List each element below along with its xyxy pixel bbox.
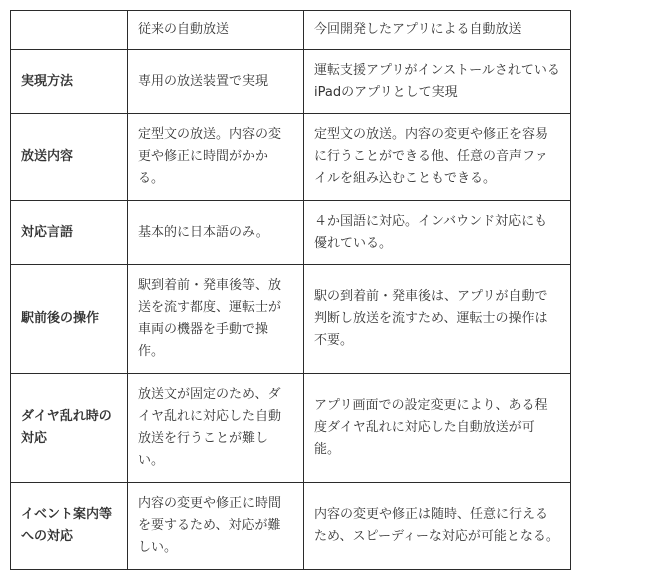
cell-traditional: 専用の放送装置で実現 <box>128 50 304 114</box>
table-row <box>11 265 571 374</box>
cell-new-app: 運転支援アプリがインストールされているiPadのアプリとして実現 <box>304 50 571 114</box>
table-row <box>11 483 571 570</box>
table-row <box>11 114 571 201</box>
cell-new-app: 定型文の放送。内容の変更や修正を容易に行うことができる他、任意の音声ファイルを組み込むこともできる。 <box>304 114 571 201</box>
table-row <box>11 201 571 265</box>
row-label: イベント案内等への対応 <box>11 483 128 570</box>
row-label: 実現方法 <box>11 50 128 114</box>
cell-traditional: 基本的に日本語のみ。 <box>128 201 304 265</box>
row-label: 駅前後の操作 <box>11 265 128 374</box>
row-label: 対応言語 <box>11 201 128 265</box>
header-new-app: 今回開発したアプリによる自動放送 <box>304 11 571 50</box>
comparison-table <box>10 10 571 570</box>
cell-traditional: 放送文が固定のため、ダイヤ乱れに対応した自動放送を行うことが難しい。 <box>128 374 304 483</box>
row-label: ダイヤ乱れ時の対応 <box>11 374 128 483</box>
cell-traditional: 内容の変更や修正に時間を要するため、対応が難しい。 <box>128 483 304 570</box>
cell-new-app: 駅の到着前・発車後は、アプリが自動で判断し放送を流すため、運転士の操作は不要。 <box>304 265 571 374</box>
table-header-row <box>11 11 571 50</box>
cell-new-app: 内容の変更や修正は随時、任意に行えるため、スピーディーな対応が可能となる。 <box>304 483 571 570</box>
cell-new-app: ４か国語に対応。インバウンド対応にも優れている。 <box>304 201 571 265</box>
row-label: 放送内容 <box>11 114 128 201</box>
header-traditional: 従来の自動放送 <box>128 11 304 50</box>
cell-traditional: 定型文の放送。内容の変更や修正に時間がかかる。 <box>128 114 304 201</box>
cell-traditional: 駅到着前・発車後等、放送を流す都度、運転士が車両の機器を手動で操作。 <box>128 265 304 374</box>
table-row <box>11 374 571 483</box>
table-row <box>11 50 571 114</box>
header-corner-cell <box>11 11 128 50</box>
cell-new-app: アプリ画面での設定変更により、ある程度ダイヤ乱れに対応した自動放送が可能。 <box>304 374 571 483</box>
